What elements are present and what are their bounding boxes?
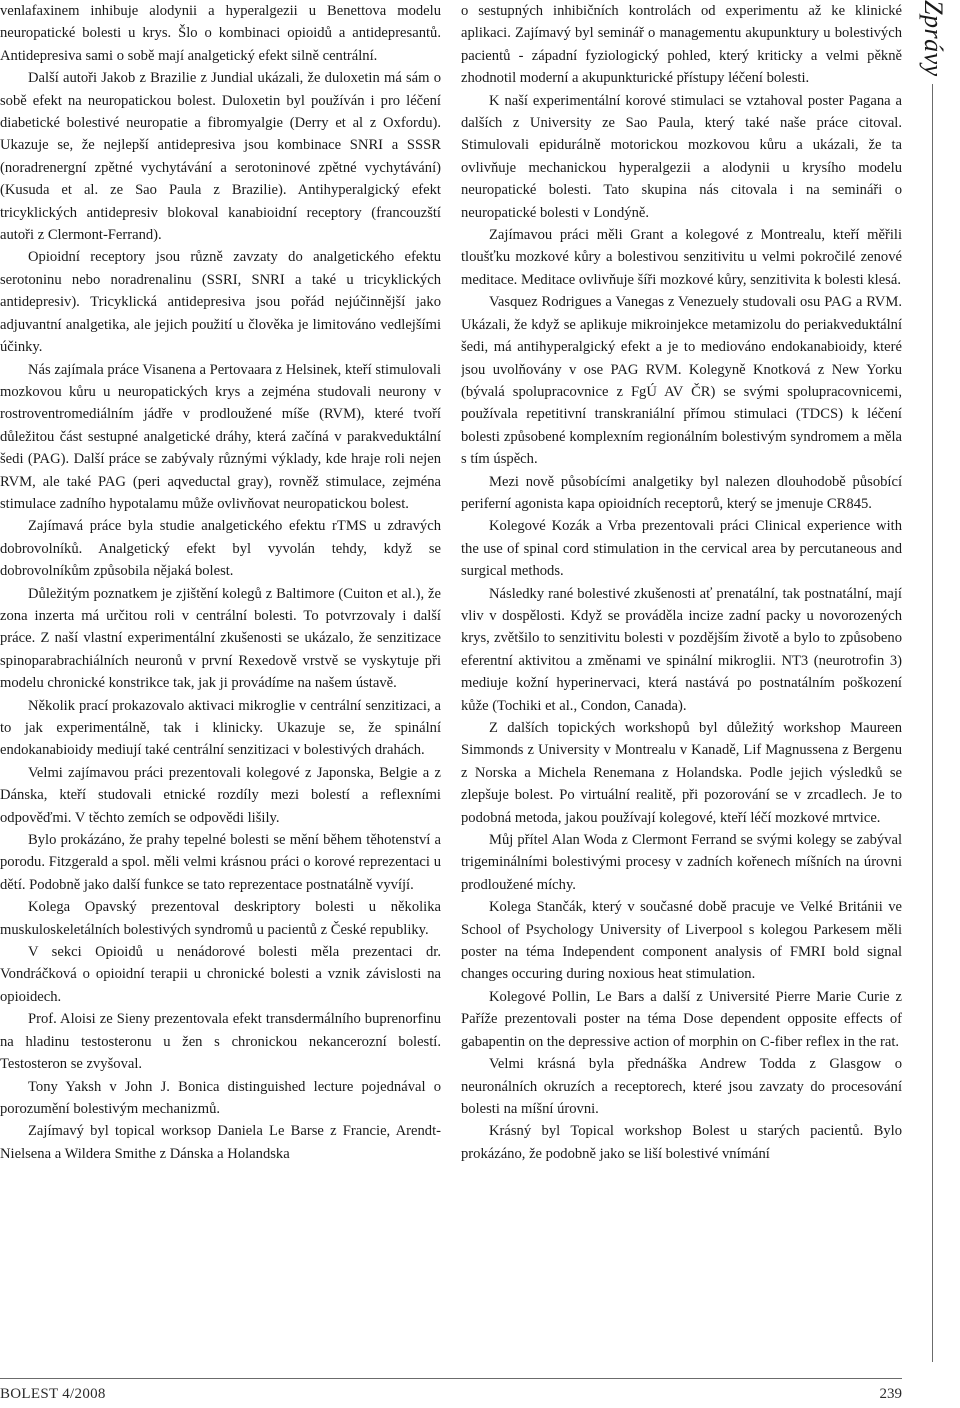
paragraph: Následky rané bolestivé zkušenosti ať prenatální, tak postnatální, mají vliv v dospělosti. Když se prováděla incize zadní packy u novorozených krys, zvětšilo to senzitivitu bolesti v pozdějším životě a bylo to způsobeno eferentní aktivitou a změnami ve spinální mikroglii. NT3 (neurotrofin 3) mediuje kožní hyperinervaci, která nastává po postnatálním poškození kůže (Tochiki et al., Condon, Canada). [461,585,902,714]
paragraph: Velmi zajímavou práci prezentovali kolegové z Japonska, Belgie a z Dánska, kteří studovali etnické rozdíly mezi bolestí a reflexními odpověďmi. V těchto zemích se odpovědi lišily. [0,764,441,826]
paragraph: Zajímavý byl topical worksop Daniela Le Barse z Francie, Arendt-Nielsena a Wildera Smithe z Dánska a Holandska [0,1123,441,1162]
paragraph: Zajímavou práci měli Grant a kolegové z Montrealu, kteří měřili tloušťku mozkové kůry a bolestivou senzitivitu u velmi pokročilé zenové meditace. Meditace ovlivňuje šíři mozkové kůry, senzitivita k bolesti klesá. [461,227,902,288]
paragraph: Tony Yaksh v John J. Bonica distinguished lecture pojednával o porozumění bolestivým mechanizmů. [0,1078,441,1117]
paragraph: Kolegové Pollin, Le Bars a další z Université Pierre Marie Curie z Paříže prezentovali poster na téma Dose dependent opposite effects of gabapentin on the depressive action of morphin on C-fiber reflex in the rat. [461,988,902,1050]
paragraph: V sekci Opioidů u nenádorové bolesti měla prezentaci dr. Vondráčková o opioidní terapii u chronické bolesti a vznik závislosti na opioidech. [0,944,441,1005]
paragraph: Prof. Aloisi ze Sieny prezentovala efekt transdermálního buprenorfinu na hladinu testosteronu u žen s chronickou nekancerozní bolestí. Testosteron se zvyšoval. [0,1011,441,1073]
paragraph: Bylo prokázáno, že prahy tepelné bolesti se mění během těhotenství a porodu. Fitzgerald a spol. měli velmi krásnou práci o korové reprezentaci u dětí. Podobně jako další funkce se tato reprezentace postnatálně vyvíjí. [0,832,441,893]
paragraph: Kolega Opavský prezentoval deskriptory bolesti u několika muskuloskeletálních bolestivých syndromů u pacientů z České republiky. [0,899,441,938]
paragraph: Krásný byl Topical workshop Bolest u starých pacientů. Bylo prokázáno, že podobně jako se liší bolestivé vnímání [461,1123,902,1162]
left-column [0,0,441,1165]
paragraph: venlafaxinem inhibuje alodynii a hyperalgezii u Benettova modelu neuropatické bolesti u krys. Šlo o kombinaci opioidů a antidepresantů. Antidepresiva sami o sobě mají analgetický efekt silně centrální. [0,3,441,64]
paragraph: Vasquez Rodrigues a Vanegas z Venezuely studovali osu PAG a RVM. Ukázali, že když se aplikuje mikroinjekce metamizolu do periakveduktální šedi, má antihyperalgický efekt a je to mediováno endokanabioidy, které jsou uvolňovány v ose PAG RVM. Kolegyně Knotková z New Yorku (bývalá spolupracovnice z FgÚ AV ČR) se svými spolupracovnicemi, používala repetitivní transkraniální přímou stimulaci (TDCS) k léčení bolesti způsobené komplexním regionálním bolestivým syndromem a měla s tím úspěch. [461,294,902,468]
paragraph: Opioidní receptory jsou různě zavzaty do analgetického efektu serotoninu nebo noradrenalinu (SSRI, SNRI a také u tricyklických antidepresiv). Tricyklická antidepresiva jsou pořád nejúčinnější jako adjuvantní analgetika, ale jejich použití u člověka je limitováno vedlejšími účinky. [0,249,441,356]
paragraph: Nás zajímala práce Visanena a Pertovaara z Helsinek, kteří stimulovali mozkovou kůru u neuropatických krys a zejména studovali neurony v rostroventromediálním jádře v prodloužené míše (RVM), které tvoří důležitou část sestupné analgetické dráhy, která začíná v parakveduktální šedi (PAG). Další práce se zabývaly různými výklady, kde hraje roli nejen RVM, ale také PAG (peri aqveductal gray), rovněž stimulace, zejména stimulace zadního hypotalamu může ovlivňovat neuropatickou bolest. [0,361,441,512]
footer-rule [0,1378,902,1379]
section-label: Zprávy [919,0,948,77]
right-column [461,0,902,1165]
paragraph: K naší experimentální korové stimulaci se vztahoval poster Pagana a dalších z University ze Sao Paula, který také naše práce citoval. Stimulovali epidurálně motorickou mozkovou kůru a ukázali, že ta ovlivňuje mechanickou hyperalgezii a alodynii u krysího modelu neuropatické bolesti. Tato skupina nás citovala i na semináři o neuropatické bolesti v Londýně. [461,92,902,221]
paragraph: Několik prací prokazovalo aktivaci mikroglie v centrální senzitizaci, a to jak experimentálně, tak i klinicky. Ukazuje se, že spinální endokanabioidy mediují také centrální senzitizaci v bolestivých drahách. [0,697,441,759]
paragraph: Kolega Stančák, který v současné době pracuje ve Velké Británii ve School of Psychology University of Liverpool s kolegou Parkesem měli poster na téma Independent component analysis of FMRI bold signal changes occuring during noxious heat stimulation. [461,899,902,983]
page-number: 239 [879,1386,902,1402]
paragraph: Můj přítel Alan Woda z Clermont Ferrand se svými kolegy se zabýval trigeminálními bolestivými procesy v zadních kořenech míšních na úrovni prodloužené míchy. [461,832,902,893]
paragraph: Další autoři Jakob z Brazilie z Jundial ukázali, že duloxetin má sám o sobě efekt na neuropatickou bolest. Duloxetin byl používán i pro léčení diabetické bolestivé neuropatie a fibromyalgie (Derry et al z Oxfordu). Ukazuje se, že nejlepší antidepresiva jsou kombinace SNRI a SSSR (noradrenergní zpětné vychytávání a serotoninové zpětné vychytávání) (Kusuda et al. ze Sao Paula z Brazilie). Antihyperalgický efekt tricyklických antidepresiv blokoval kanabioidní receptory (francouzští autoři z Clermont-Ferrand). [0,70,441,244]
paragraph: o sestupných inhibičních kontrolách od experimentu až ke klinické aplikaci. Zajímavý byl seminář o managementu akupunktury u bolestivých pacientů - západní fyziologický pohled, který kriticky a velmi pěkně zhodnotil moderní a akupunkturické přístupy léčení bolesti. [461,3,902,87]
paragraph: Zajímavá práce byla studie analgetického efektu rTMS u zdravých dobrovolníků. Analgetický efekt byl vyvolán tehdy, když se dobrovolníkům způsobila nějaká bolest. [0,518,441,580]
paragraph: Kolegové Kozák a Vrba prezentovali práci Clinical experience with the use of spinal cord stimulation in the cervical area by percutaneous and surgical methods. [461,518,902,580]
paragraph: Důležitým poznatkem je zjištění kolegů z Baltimore (Cuiton et al.), že zona inzerta má určitou roli v centrální bolesti. To potvrzovaly i další práce. Z naší vlastní experimentální zkušenosti se ukázalo, že senzitizace spinoparabrachiálních neuronů v první Rexedově vrstvě se vyskytuje při modelu chronické konstrikce tak, jak ji provádíme na našem ústavě. [0,585,441,692]
paragraph: Velmi krásná byla přednáška Andrew Todda z Glasgow o neuronálních okruzích a receptorech, které jsou zavzaty do procesování bolesti na míšní úrovni. [461,1056,902,1117]
vertical-rule [932,84,933,1362]
paragraph: Z dalších topických workshopů byl důležitý workshop Maureen Simmonds z University v Montrealu v Kanadě, Lif Magnussena z Bergenu z Norska a Michela Renemana z Holandska. Podle jejich výsledků se zlepšuje bolest. Po virtuální realitě, při pozorování se v zrcadlech. Je to podobná metoda, jakou používají kolegové, kteří léčí mozkové mrtvice. [461,720,902,826]
journal-issue: BOLEST 4/2008 [0,1386,106,1402]
paragraph: Mezi nově působícími analgetiky byl nalezen dlouhodobě působící periferní agonista kapa opioidních receptorů, který se jmenuje CR845. [461,473,902,512]
